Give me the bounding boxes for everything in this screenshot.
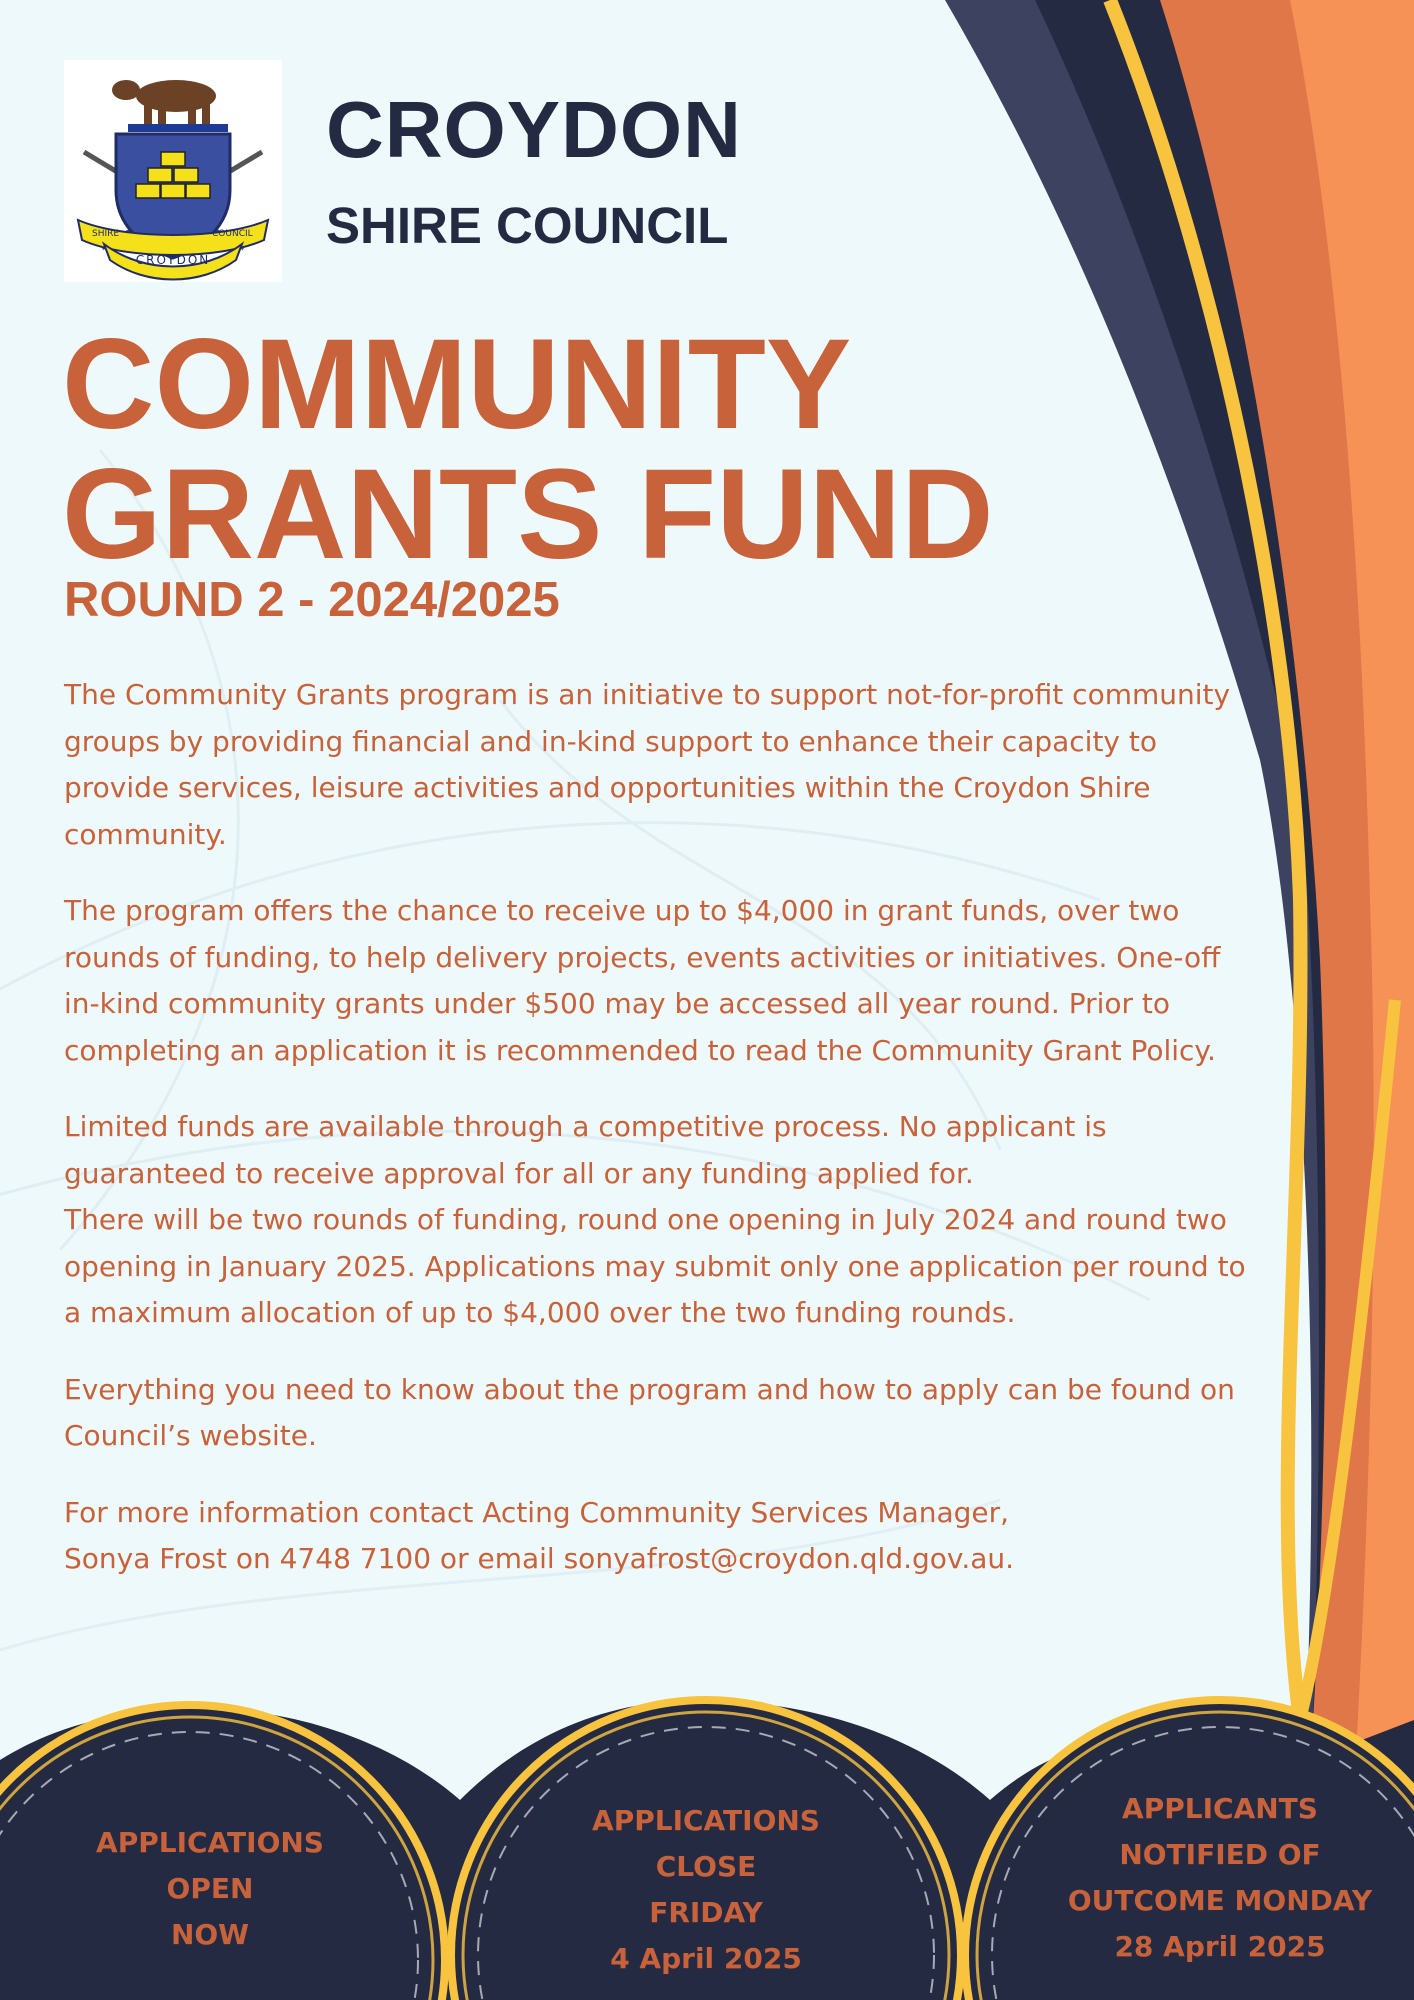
council-subtitle: SHIRE COUNCIL	[326, 197, 729, 254]
date-line: OUTCOME MONDAY	[1067, 1884, 1373, 1917]
round-subtitle: ROUND 2 - 2024/2025	[64, 573, 560, 627]
council-title: CROYDON	[326, 85, 742, 174]
date-line: CLOSE	[655, 1850, 757, 1883]
date-line: NOTIFIED OF	[1119, 1838, 1321, 1871]
council-logo	[64, 60, 282, 282]
date-line: FRIDAY	[649, 1896, 763, 1929]
paragraph-funding-line-2: There will be two rounds of funding, round one opening in July 2024 and round two opening in January 2025. Applications may submit only one application per round to a maximum allocation of up to $4,000 over the two funding rounds.	[64, 1203, 1246, 1329]
paragraph-website: Everything you need to know about the program and how to apply can be found on Council’s website.	[64, 1372, 1235, 1452]
page-title	[62, 313, 994, 586]
body-content	[64, 672, 1264, 1613]
date-line: APPLICANTS	[1122, 1792, 1318, 1825]
date-line: NOW	[170, 1918, 250, 1951]
paragraph-contact	[64, 1490, 1264, 1583]
date-applications-open	[60, 1820, 360, 1958]
logo-banner-bottom: CROYDON	[135, 253, 211, 267]
contact-line-1: For more information contact Acting Community Services Manager,	[64, 1495, 1010, 1529]
paragraph-funding-line-1: Limited funds are available through a competitive process. No applicant is guaranteed to receive approval for all or any funding applied for.	[64, 1110, 1107, 1190]
headline-line-1: COMMUNITY	[62, 313, 852, 456]
date-line: APPLICATIONS	[96, 1826, 324, 1859]
date-line: APPLICATIONS	[592, 1804, 820, 1837]
date-applications-close	[556, 1798, 856, 1982]
date-line: 28 April 2025	[1114, 1930, 1326, 1963]
logo-banner-left: SHIRE	[92, 229, 120, 239]
bull-icon	[112, 80, 216, 124]
paragraph-program: The program offers the chance to receive up to $4,000 in grant funds, over two rounds of funding, to help delivery projects, events activities or initiatives. One-off in-kind community grants under $500 may be accessed all year round. Prior to completing an application it is recommended to read the Community Grant Policy.	[64, 894, 1221, 1067]
logo-banner-right: COUNCIL	[212, 229, 253, 239]
date-line: OPEN	[166, 1872, 254, 1905]
paragraph-intro: The Community Grants program is an initiative to support not-for-profit community groups by providing financial and in-kind support to enhance their capacity to provide services, leisure activities and opportunities within the Croydon Shire community.	[64, 678, 1231, 851]
date-applicants-notified	[1040, 1786, 1400, 1970]
shire-council-crest-icon	[64, 60, 282, 282]
headline-line-2: GRANTS FUND	[62, 443, 994, 586]
contact-line-2: Sonya Frost on 4748 7100 or email sonyafrost@croydon.qld.gov.au.	[64, 1542, 1015, 1575]
date-line: 4 April 2025	[610, 1942, 802, 1975]
paragraph-funding	[64, 1104, 1264, 1337]
